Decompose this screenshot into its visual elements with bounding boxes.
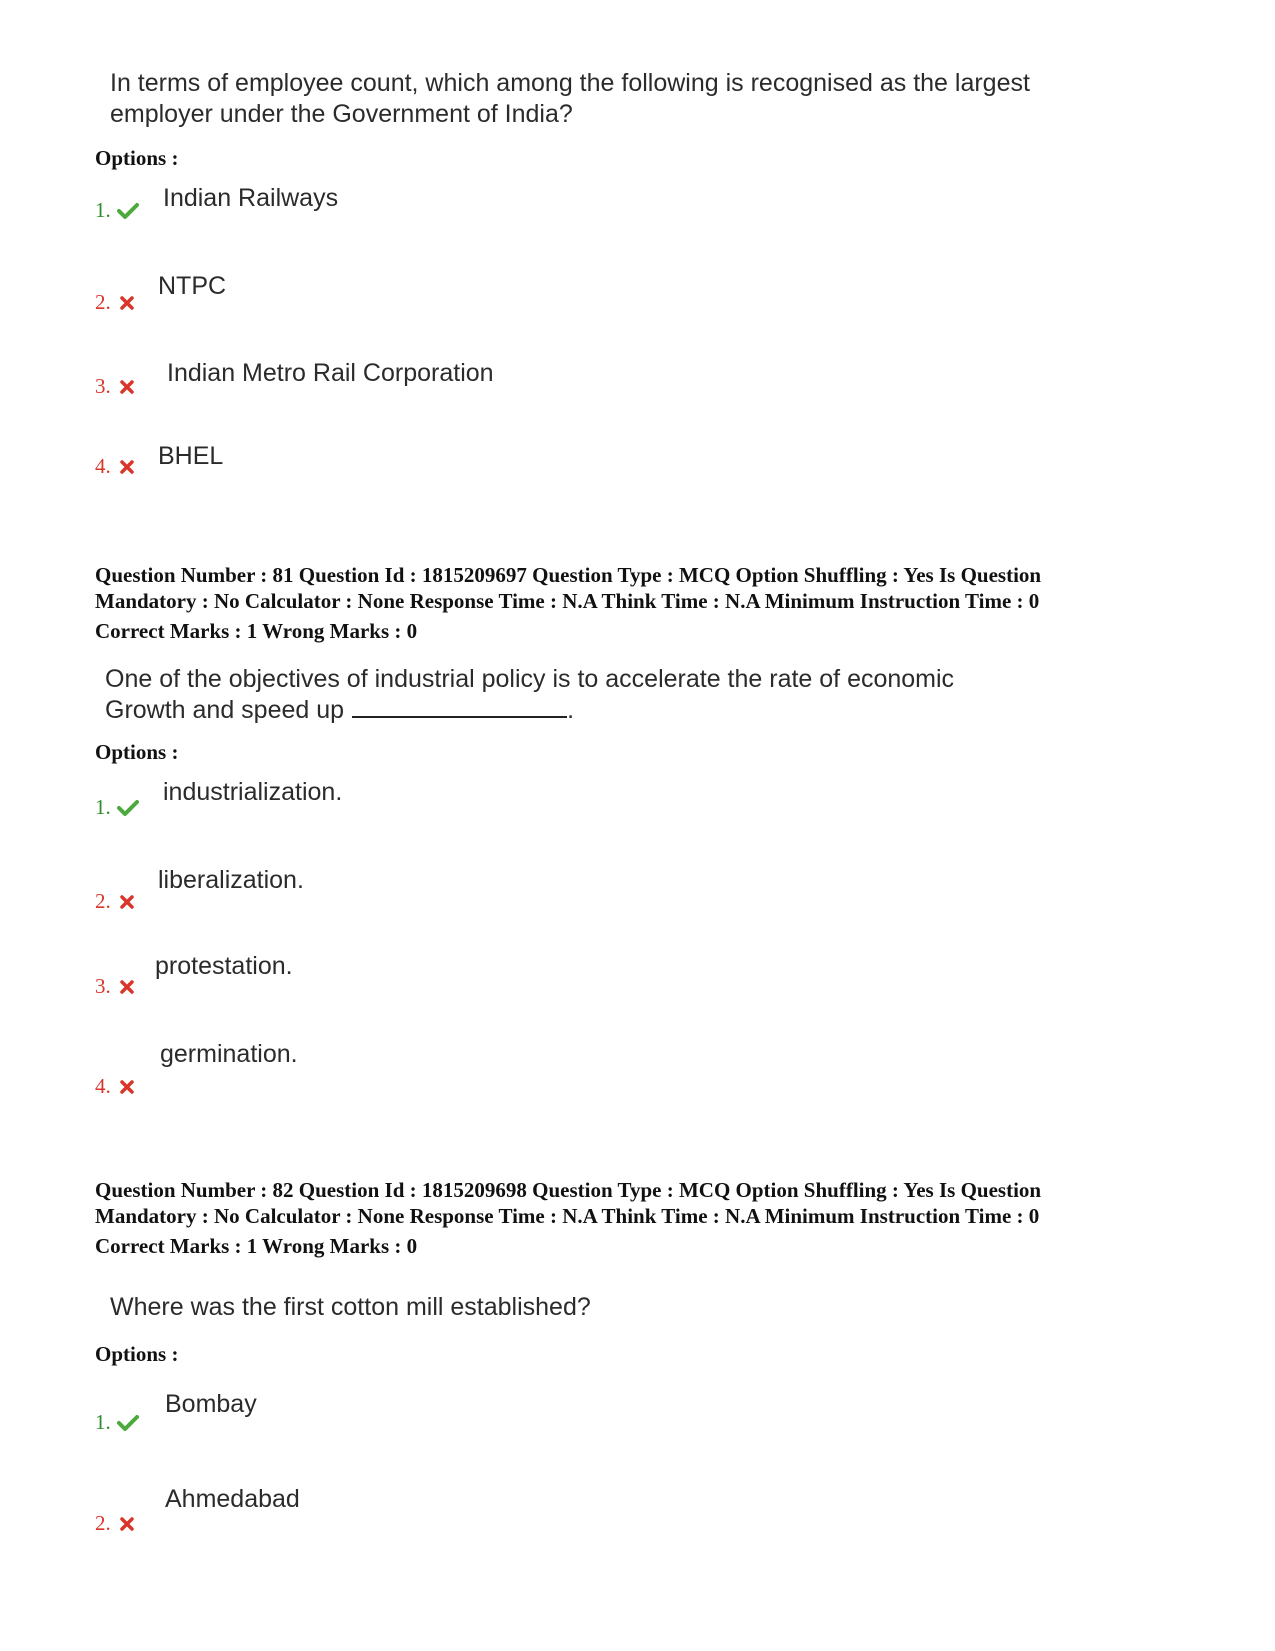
cross-icon — [120, 895, 134, 909]
option-number: 2. — [95, 290, 111, 314]
option-text: protestation. — [155, 952, 293, 980]
question-text-fragment: . — [567, 696, 575, 724]
option-number-marker — [95, 454, 135, 480]
check-icon — [117, 1414, 139, 1432]
option-text: Ahmedabad — [165, 1485, 300, 1513]
check-icon — [117, 202, 139, 220]
check-icon — [117, 799, 139, 817]
question-header-line: Question Number : 82 Question Id : 1815209698 Question Type : MCQ Option Shuffling : Yes Is Question — [95, 1178, 1042, 1202]
option-text: liberalization. — [158, 866, 304, 894]
options-label: Options : — [95, 1342, 179, 1366]
option-number: 1. — [95, 198, 111, 222]
option-number: 2. — [95, 889, 111, 913]
option-number-marker — [95, 198, 135, 224]
question-text-line: Where was the first cotton mill established? — [110, 1293, 591, 1321]
option-text: Bombay — [165, 1390, 257, 1418]
question-text — [110, 68, 1030, 130]
question-header-line: Correct Marks : 1 Wrong Marks : 0 — [95, 1234, 418, 1258]
option-text: NTPC — [158, 272, 227, 300]
cross-icon — [120, 980, 134, 994]
option-text: industrialization. — [163, 778, 343, 806]
fill-in-blank — [352, 696, 567, 718]
option-number-marker — [95, 974, 135, 1000]
question-text — [105, 664, 954, 726]
option-number: 2. — [95, 1511, 111, 1535]
option-number-marker — [95, 1410, 135, 1436]
question-text-line — [105, 695, 954, 726]
question-header-line: Mandatory : No Calculator : None Response Time : N.A Think Time : N.A Minimum Instruction Time : 0 — [95, 589, 1040, 613]
option-number-marker — [95, 374, 135, 400]
question-header-line: Question Number : 81 Question Id : 1815209697 Question Type : MCQ Option Shuffling : Yes Is Question — [95, 563, 1042, 587]
cross-icon — [120, 296, 134, 310]
option-number: 3. — [95, 374, 111, 398]
question-text-fragment: Growth and speed up — [105, 696, 345, 724]
cross-icon — [120, 380, 134, 394]
option-number-marker — [95, 795, 135, 821]
question-text-line: In terms of employee count, which among the following is recognised as the largest — [110, 69, 1030, 97]
option-text: Indian Railways — [163, 184, 339, 212]
option-text: germination. — [160, 1040, 298, 1068]
options-label: Options : — [95, 146, 179, 170]
option-number: 3. — [95, 974, 111, 998]
option-number: 4. — [95, 1074, 111, 1098]
question-text — [110, 1292, 591, 1323]
question-text-line: employer under the Government of India? — [110, 100, 573, 128]
option-number-marker — [95, 1511, 135, 1537]
option-number: 1. — [95, 795, 111, 819]
question-text-line: One of the objectives of industrial policy is to accelerate the rate of economic — [105, 665, 955, 693]
option-number: 4. — [95, 454, 111, 478]
option-text: BHEL — [158, 442, 224, 470]
option-number-marker — [95, 1074, 135, 1100]
cross-icon — [120, 1080, 134, 1094]
question-header — [95, 562, 1041, 644]
option-number-marker — [95, 889, 135, 915]
option-number: 1. — [95, 1410, 111, 1434]
options-label: Options : — [95, 740, 179, 764]
question-header — [95, 1177, 1041, 1259]
question-header-line: Mandatory : No Calculator : None Response Time : N.A Think Time : N.A Minimum Instruction Time : 0 — [95, 1204, 1040, 1228]
option-text: Indian Metro Rail Corporation — [167, 359, 494, 387]
option-number-marker — [95, 290, 135, 316]
cross-icon — [120, 460, 134, 474]
cross-icon — [120, 1517, 134, 1531]
question-header-line: Correct Marks : 1 Wrong Marks : 0 — [95, 619, 418, 643]
